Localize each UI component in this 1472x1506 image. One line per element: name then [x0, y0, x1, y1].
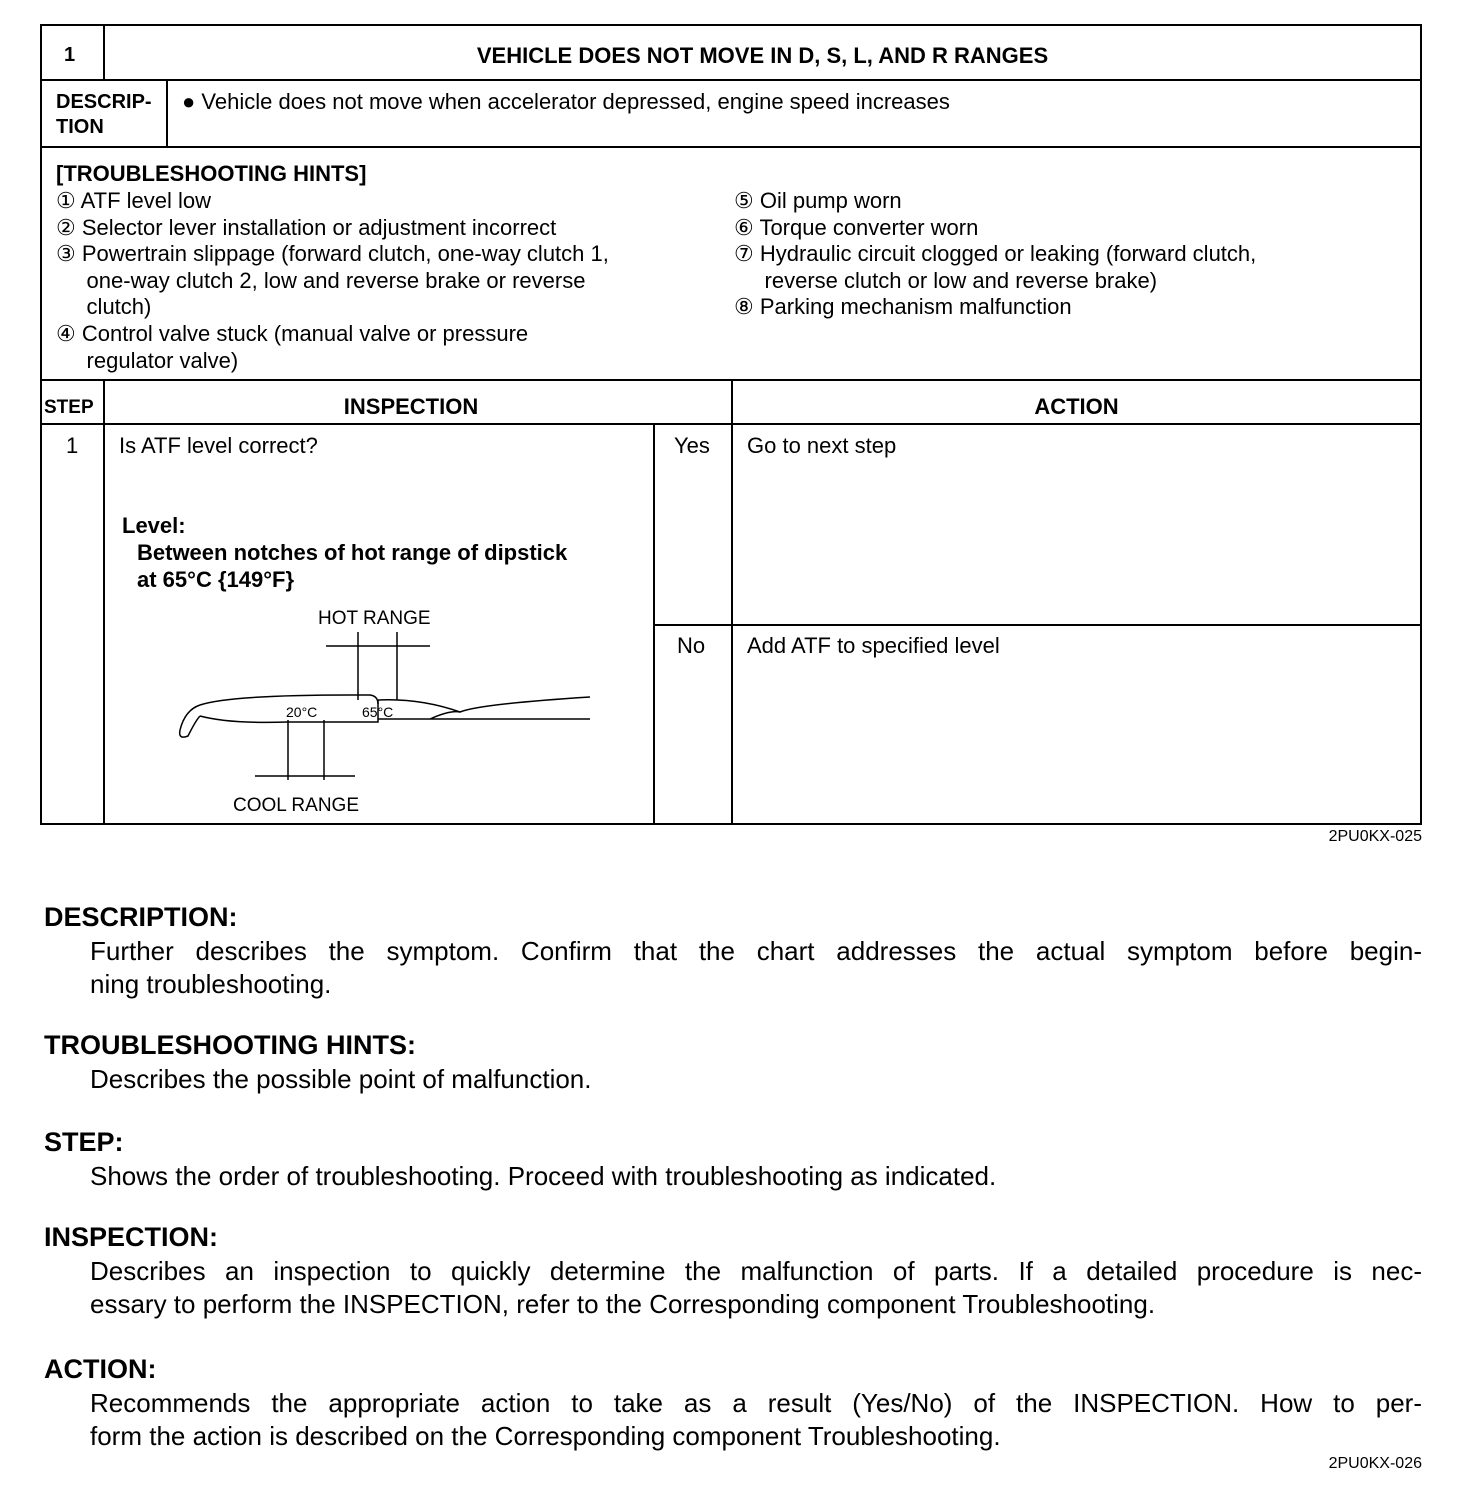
dipstick-diagram	[160, 600, 600, 820]
inspection-question: Is ATF level correct?	[119, 433, 318, 458]
hint-item: ⑧ Parking mechanism malfunction	[734, 294, 1072, 320]
hint-item: ⑤ Oil pump worn	[734, 188, 902, 213]
col-action: ACTION	[1034, 394, 1119, 419]
section-title: TROUBLESHOOTING HINTS:	[44, 1030, 416, 1060]
no-label: No	[677, 633, 706, 658]
section-title: STEP:	[44, 1127, 124, 1157]
section-text: Shows the order of troubleshooting. Proceed with troubleshooting as indicated.	[90, 1161, 997, 1191]
col-inspection: INSPECTION	[343, 394, 479, 419]
divider	[103, 380, 105, 824]
divider	[654, 624, 1422, 626]
table-number: 1	[64, 44, 76, 66]
figure-code: 2PU0KX-026	[1328, 1455, 1422, 1472]
section-title: ACTION:	[44, 1354, 157, 1384]
hint-item: ③ Powertrain slippage (forward clutch, one-way clutch 1,	[56, 241, 609, 267]
hint-item: ⑥ Torque converter worn	[734, 214, 979, 240]
divider	[40, 146, 1422, 148]
col-step: STEP	[44, 397, 94, 418]
hint-item: ⑦ Hydraulic circuit clogged or leaking (forward clutch,	[734, 241, 1257, 267]
figure-code: 2PU0KX-025	[1328, 828, 1422, 845]
divider	[166, 80, 168, 147]
divider	[731, 380, 733, 824]
level-spec: at 65°C {149°F}	[137, 567, 295, 592]
section-text: form the action is described on the Corresponding component Troubleshooting.	[90, 1421, 1001, 1451]
temp-20-label: 20°C	[286, 704, 318, 720]
step-number: 1	[66, 433, 79, 458]
divider	[653, 424, 655, 824]
section-text: essary to perform the INSPECTION, refer to the Corresponding component Troubleshooting.	[90, 1289, 1156, 1319]
hint-item: clutch)	[56, 294, 152, 320]
level-spec: Between notches of hot range of dipstick	[137, 540, 568, 565]
hot-range-label: HOT RANGE	[318, 608, 431, 629]
divider	[40, 79, 1422, 81]
hint-item: one-way clutch 2, low and reverse brake or reverse	[56, 267, 586, 293]
hint-item: reverse clutch or low and reverse brake)	[734, 267, 1158, 293]
yes-action: Go to next step	[747, 433, 897, 458]
section-text: Describes an inspection to quickly determine the malfunction of parts. If a detailed procedure is nec-	[90, 1256, 1422, 1286]
section-text: Further describes the symptom. Confirm that the chart addresses the actual symptom before begin-	[90, 936, 1422, 966]
table-border	[40, 24, 1422, 26]
hints-title: [TROUBLESHOOTING HINTS]	[56, 161, 367, 186]
section-title: INSPECTION:	[44, 1222, 219, 1252]
section-title: DESCRIPTION:	[44, 902, 238, 932]
hint-item: regulator valve)	[56, 347, 239, 373]
description-label: DESCRIP-	[56, 91, 152, 113]
hint-item: ① ATF level low	[56, 188, 212, 213]
section-text: ning troubleshooting.	[90, 969, 332, 999]
temp-65-label: 65°C	[362, 704, 394, 720]
hint-item: ④ Control valve stuck (manual valve or pressure	[56, 321, 529, 346]
table-title: VEHICLE DOES NOT MOVE IN D, S, L, AND R RANGES	[476, 43, 1049, 68]
section-text: Describes the possible point of malfunction.	[90, 1064, 592, 1094]
hint-item: ② Selector lever installation or adjustment incorrect	[56, 214, 557, 240]
description-text: ● Vehicle does not move when accelerator depressed, engine speed increases	[182, 89, 950, 114]
yes-label: Yes	[674, 433, 710, 458]
cool-range-label: COOL RANGE	[233, 795, 359, 816]
no-action: Add ATF to specified level	[747, 633, 1000, 658]
description-label: TION	[56, 116, 104, 138]
level-label: Level:	[122, 513, 186, 538]
section-text: Recommends the appropriate action to take as a result (Yes/No) of the INSPECTION. How to per-	[90, 1388, 1422, 1418]
